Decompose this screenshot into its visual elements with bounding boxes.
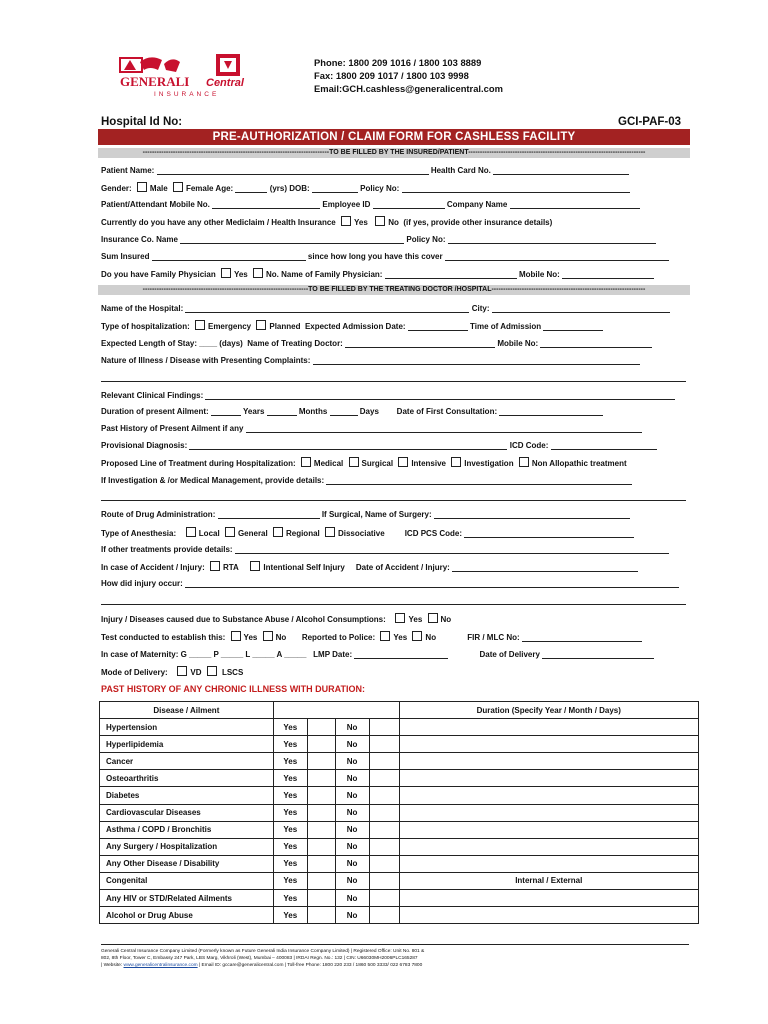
duration-cell[interactable]: [399, 821, 698, 838]
anesthesia-row: Type of Anesthesia: Local General Regional Dissociative ICD PCS Code:: [101, 527, 634, 538]
investigation-details-line-2[interactable]: [101, 500, 686, 501]
delivery-date-field[interactable]: [542, 649, 654, 659]
disease-name-cell: Alcohol or Drug Abuse: [100, 907, 274, 924]
disease-name-cell: Any Surgery / Hospitalization: [100, 838, 274, 855]
yes-label-cell: Yes: [273, 872, 307, 889]
footer-line-1: Generali Central Insurance Company Limited (Formerly known as Future Generali India Insurance Company Limited) | Registered Office: Unit No. 801 &: [101, 949, 425, 954]
table-row: [100, 770, 699, 787]
duration-cell[interactable]: [399, 855, 698, 872]
logo-text-central: Central: [206, 77, 244, 89]
age-field[interactable]: [235, 183, 267, 193]
footer-divider: [101, 944, 689, 945]
no-mark-cell[interactable]: [369, 855, 399, 872]
other-policy-no-field[interactable]: [448, 234, 656, 244]
form-title: PRE-AUTHORIZATION / CLAIM FORM FOR CASHLESS FACILITY: [98, 129, 690, 145]
investigation-details-row: If Investigation & /or Medical Management, provide details:: [101, 475, 632, 485]
section-doctor-header: -----------------------------------------------------------------------TO BE FILLED BY THE TREATING DOCTOR /HOSPITAL------------------------------------------------------------------: [98, 285, 690, 295]
family-physician-no-checkbox[interactable]: [253, 268, 263, 278]
how-injury-line-2[interactable]: [101, 604, 686, 605]
no-label-cell: No: [335, 787, 369, 804]
no-label-cell: No: [335, 821, 369, 838]
no-label-cell: No: [335, 753, 369, 770]
duration-cell[interactable]: [399, 753, 698, 770]
yes-mark-cell[interactable]: [307, 838, 335, 855]
other-mediclaim-row: Currently do you have any other Mediclaim / Health Insurance Yes No (if yes, provide other insurance details): [101, 218, 553, 227]
family-physician-row: Do you have Family Physician Yes No. Name of Family Physician: Mobile No:: [101, 268, 654, 279]
disease-name-cell: Any Other Disease / Disability: [100, 855, 274, 872]
doctor-mobile-field[interactable]: [540, 338, 652, 348]
attendant-mobile-field[interactable]: [212, 199, 320, 209]
admission-date-field[interactable]: [408, 321, 468, 331]
cover-duration-field[interactable]: [445, 251, 669, 261]
investigation-checkbox[interactable]: [451, 457, 461, 467]
nature-illness-line-2[interactable]: [101, 381, 686, 382]
length-of-stay-row: Expected Length of Stay: ____ (days) Name of Treating Doctor: Mobile No:: [101, 338, 652, 348]
section-insured-header: --------------------------------------------------------------------------------TO BE FILLED BY THE INSURED/PATIENT----------------------------------------------------------------------------: [98, 148, 690, 158]
other-insurance-yes-checkbox[interactable]: [341, 216, 351, 226]
yes-mark-cell[interactable]: [307, 890, 335, 907]
table-row: [100, 719, 699, 736]
disease-name-cell: Congenital: [100, 872, 274, 889]
yes-mark-cell[interactable]: [307, 907, 335, 924]
logo-text-generali: GENERALI: [120, 74, 190, 89]
female-checkbox[interactable]: [173, 182, 183, 192]
police-yes-checkbox[interactable]: [380, 631, 390, 641]
duration-cell[interactable]: [399, 907, 698, 924]
maternity-row: In case of Maternity: G _____ P _____ L _____ A _____ LMP Date: Date of Delivery: [101, 649, 654, 659]
test-no-checkbox[interactable]: [263, 631, 273, 641]
contact-info: [314, 56, 503, 95]
substance-yes-checkbox[interactable]: [395, 613, 405, 623]
admission-time-field[interactable]: [543, 321, 603, 331]
dob-field[interactable]: [312, 183, 358, 193]
clinical-findings-field[interactable]: [205, 390, 675, 400]
phone-text: Phone: 1800 209 1016 / 1800 103 8889: [314, 57, 482, 68]
duration-cell[interactable]: [399, 787, 698, 804]
col-yesno-header: [273, 702, 399, 719]
no-label-cell: No: [335, 907, 369, 924]
table-row: [100, 855, 699, 872]
duration-days-field[interactable]: [330, 406, 358, 416]
mode-delivery-row: Mode of Delivery: VD LSCS: [101, 668, 244, 677]
duration-months-field[interactable]: [267, 406, 297, 416]
no-label-cell: No: [335, 719, 369, 736]
policy-no-field[interactable]: [402, 183, 630, 193]
chronic-illness-heading: PAST HISTORY OF ANY CHRONIC ILLNESS WITH DURATION:: [101, 684, 366, 694]
yes-mark-cell[interactable]: [307, 855, 335, 872]
general-checkbox[interactable]: [225, 527, 235, 537]
family-physician-mobile-field[interactable]: [562, 269, 654, 279]
route-drug-field[interactable]: [218, 509, 320, 519]
disease-name-cell: Hyperlipidemia: [100, 736, 274, 753]
substance-abuse-row: Injury / Diseases caused due to Substance Abuse / Alcohol Consumptions: Yes No: [101, 615, 452, 624]
table-row: [100, 736, 699, 753]
local-checkbox[interactable]: [186, 527, 196, 537]
test-yes-checkbox[interactable]: [231, 631, 241, 641]
family-physician-name-field[interactable]: [385, 269, 517, 279]
yes-label-cell: Yes: [273, 890, 307, 907]
hospital-name-field[interactable]: [185, 303, 469, 313]
employee-id-field[interactable]: [373, 199, 445, 209]
male-checkbox[interactable]: [137, 182, 147, 192]
table-row: [100, 838, 699, 855]
duration-cell[interactable]: [399, 838, 698, 855]
other-treatments-row: If other treatments provide details:: [101, 544, 669, 554]
dissociative-checkbox[interactable]: [325, 527, 335, 537]
past-history-row: Past History of Present Ailment if any: [101, 423, 642, 433]
how-injury-field[interactable]: [185, 578, 679, 588]
route-drug-row: Route of Drug Administration: If Surgical, Name of Surgery:: [101, 509, 630, 519]
no-label-cell: No: [335, 838, 369, 855]
yes-label-cell: Yes: [273, 753, 307, 770]
other-insurance-no-checkbox[interactable]: [375, 216, 385, 226]
generali-central-logo: [118, 52, 278, 100]
fir-mlc-field[interactable]: [522, 632, 642, 642]
yes-label-cell: Yes: [273, 736, 307, 753]
yes-label-cell: Yes: [273, 907, 307, 924]
table-row: [100, 821, 699, 838]
no-mark-cell[interactable]: [369, 719, 399, 736]
disease-name-cell: Cancer: [100, 753, 274, 770]
mobile-row: Patient/Attendant Mobile No. Employee ID Company Name: [101, 199, 640, 209]
surgical-checkbox[interactable]: [349, 457, 359, 467]
website-link[interactable]: www.generalicentralinsurance.com: [123, 963, 198, 968]
accident-date-field[interactable]: [452, 562, 638, 572]
intentional-self-injury-checkbox[interactable]: [250, 561, 260, 571]
no-label-cell: No: [335, 872, 369, 889]
footer: [101, 948, 691, 969]
disease-name-cell: Cardiovascular Diseases: [100, 804, 274, 821]
patient-name-row: Patient Name: Health Card No.: [101, 165, 629, 175]
non-allopathic-checkbox[interactable]: [519, 457, 529, 467]
gender-row: Gender: Male Female Age: (yrs) DOB: Policy No:: [101, 182, 630, 193]
yes-label-cell: Yes: [273, 855, 307, 872]
disease-name-cell: Any HIV or STD/Related Ailments: [100, 890, 274, 907]
clinical-findings-row: Relevant Clinical Findings:: [101, 390, 675, 400]
provisional-diagnosis-field[interactable]: [189, 440, 507, 450]
sum-insured-field[interactable]: [152, 251, 306, 261]
no-label-cell: No: [335, 855, 369, 872]
hospital-name-row: Name of the Hospital: City:: [101, 303, 670, 313]
how-injury-row: How did injury occur:: [101, 578, 679, 588]
intensive-checkbox[interactable]: [398, 457, 408, 467]
investigation-details-field[interactable]: [326, 475, 632, 485]
hospital-id-label: Hospital Id No:: [101, 116, 183, 128]
substance-no-checkbox[interactable]: [428, 613, 438, 623]
yes-mark-cell[interactable]: [307, 872, 335, 889]
duration-cell[interactable]: [399, 719, 698, 736]
footer-line-2: 802, 8th Floor, Tower C, Embassy 247 Park, LBS Marg, Vikhroli (West), Mumbai – 400083 | IRDAI Regn. No.: 132 | CIN: U66030MH2006PLC165287: [101, 956, 418, 961]
no-label-cell: No: [335, 890, 369, 907]
disease-name-cell: Asthma / COPD / Bronchitis: [100, 821, 274, 838]
planned-checkbox[interactable]: [256, 320, 266, 330]
disease-name-cell: Hypertension: [100, 719, 274, 736]
family-physician-yes-checkbox[interactable]: [221, 268, 231, 278]
table-row: [100, 787, 699, 804]
email-link[interactable]: Email:GCH.cashless@generalicentral.com: [314, 83, 503, 94]
yes-mark-cell[interactable]: [307, 804, 335, 821]
hospitalization-type-row: Type of hospitalization: Emergency Planned Expected Admission Date: Time of Admission: [101, 320, 603, 331]
no-label-cell: No: [335, 804, 369, 821]
table-row: [100, 890, 699, 907]
duration-years-field[interactable]: [211, 406, 241, 416]
yes-mark-cell[interactable]: [307, 736, 335, 753]
no-mark-cell[interactable]: [369, 838, 399, 855]
sum-insured-row: Sum Insured since how long you have this cover: [101, 251, 669, 261]
yes-label-cell: Yes: [273, 770, 307, 787]
table-row: [100, 753, 699, 770]
insurance-co-row: Insurance Co. Name Policy No:: [101, 234, 656, 244]
duration-cell[interactable]: [399, 890, 698, 907]
duration-cell[interactable]: [399, 804, 698, 821]
no-mark-cell[interactable]: [369, 821, 399, 838]
provisional-diagnosis-row: Provisional Diagnosis: ICD Code:: [101, 440, 657, 450]
icd-pcs-field[interactable]: [464, 528, 634, 538]
patient-name-field[interactable]: [157, 165, 429, 175]
no-label-cell: No: [335, 770, 369, 787]
table-row: [100, 907, 699, 924]
col-disease-header: Disease / Ailment: [100, 702, 274, 719]
nature-illness-field[interactable]: [313, 355, 640, 365]
form-code: GCI-PAF-03: [618, 116, 682, 128]
no-mark-cell[interactable]: [369, 770, 399, 787]
lscs-checkbox[interactable]: [207, 666, 217, 676]
yes-mark-cell[interactable]: [307, 821, 335, 838]
city-field[interactable]: [492, 303, 670, 313]
chronic-illness-table: [99, 701, 699, 924]
insurance-co-field[interactable]: [180, 234, 404, 244]
yes-label-cell: Yes: [273, 821, 307, 838]
logo-text-insurance: INSURANCE: [154, 91, 220, 98]
other-treatments-field[interactable]: [235, 544, 669, 554]
no-label-cell: No: [335, 736, 369, 753]
fax-text: Fax: 1800 209 1017 / 1800 103 9998: [314, 70, 469, 81]
past-history-field[interactable]: [246, 423, 642, 433]
duration-cell[interactable]: [399, 770, 698, 787]
yes-mark-cell[interactable]: [307, 770, 335, 787]
table-row: [100, 872, 699, 889]
col-duration-header: Duration (Specify Year / Month / Days): [399, 702, 698, 719]
duration-row: Duration of present Ailment: Years Months Days Date of First Consultation:: [101, 406, 603, 416]
first-consultation-field[interactable]: [499, 406, 603, 416]
yes-mark-cell[interactable]: [307, 753, 335, 770]
regional-checkbox[interactable]: [273, 527, 283, 537]
vd-checkbox[interactable]: [177, 666, 187, 676]
no-mark-cell[interactable]: [369, 804, 399, 821]
no-mark-cell[interactable]: [369, 753, 399, 770]
table-row: [100, 804, 699, 821]
nature-illness-row: Nature of Illness / Disease with Presenting Complaints:: [101, 355, 640, 365]
test-conducted-row: Test conducted to establish this: Yes No Reported to Police: Yes No FIR / MLC No:: [101, 631, 642, 642]
icd-code-field[interactable]: [551, 440, 657, 450]
disease-name-cell: Osteoarthritis: [100, 770, 274, 787]
footer-line-3: | Website: www.generalicentralinsurance.com | Email ID: gccare@generalicentral.com | Toll-free Phone: 1800 220 233 / 1860 500 3333/ 022 6783 7800: [101, 963, 423, 968]
health-card-field[interactable]: [493, 165, 629, 175]
disease-name-cell: Diabetes: [100, 787, 274, 804]
no-mark-cell[interactable]: [369, 787, 399, 804]
surgery-name-field[interactable]: [434, 509, 630, 519]
accident-row: In case of Accident / Injury: RTA Intentional Self Injury Date of Accident / Injury:: [101, 561, 638, 572]
yes-mark-cell[interactable]: [307, 719, 335, 736]
table-header-row: [100, 702, 699, 719]
medical-checkbox[interactable]: [301, 457, 311, 467]
duration-cell[interactable]: Internal / External: [399, 872, 698, 889]
lmp-date-field[interactable]: [354, 649, 448, 659]
yes-mark-cell[interactable]: [307, 787, 335, 804]
yes-label-cell: Yes: [273, 804, 307, 821]
yes-label-cell: Yes: [273, 719, 307, 736]
yes-label-cell: Yes: [273, 787, 307, 804]
emergency-checkbox[interactable]: [195, 320, 205, 330]
rta-checkbox[interactable]: [210, 561, 220, 571]
line-of-treatment-row: Proposed Line of Treatment during Hospitalization: Medical Surgical Intensive Investigation Non Allopathic treatment: [101, 459, 627, 468]
company-name-field[interactable]: [510, 199, 640, 209]
police-no-checkbox[interactable]: [412, 631, 422, 641]
no-mark-cell[interactable]: [369, 890, 399, 907]
yes-label-cell: Yes: [273, 838, 307, 855]
no-mark-cell[interactable]: [369, 736, 399, 753]
no-mark-cell[interactable]: [369, 907, 399, 924]
no-mark-cell[interactable]: [369, 872, 399, 889]
treating-doctor-field[interactable]: [345, 338, 495, 348]
duration-cell[interactable]: [399, 736, 698, 753]
